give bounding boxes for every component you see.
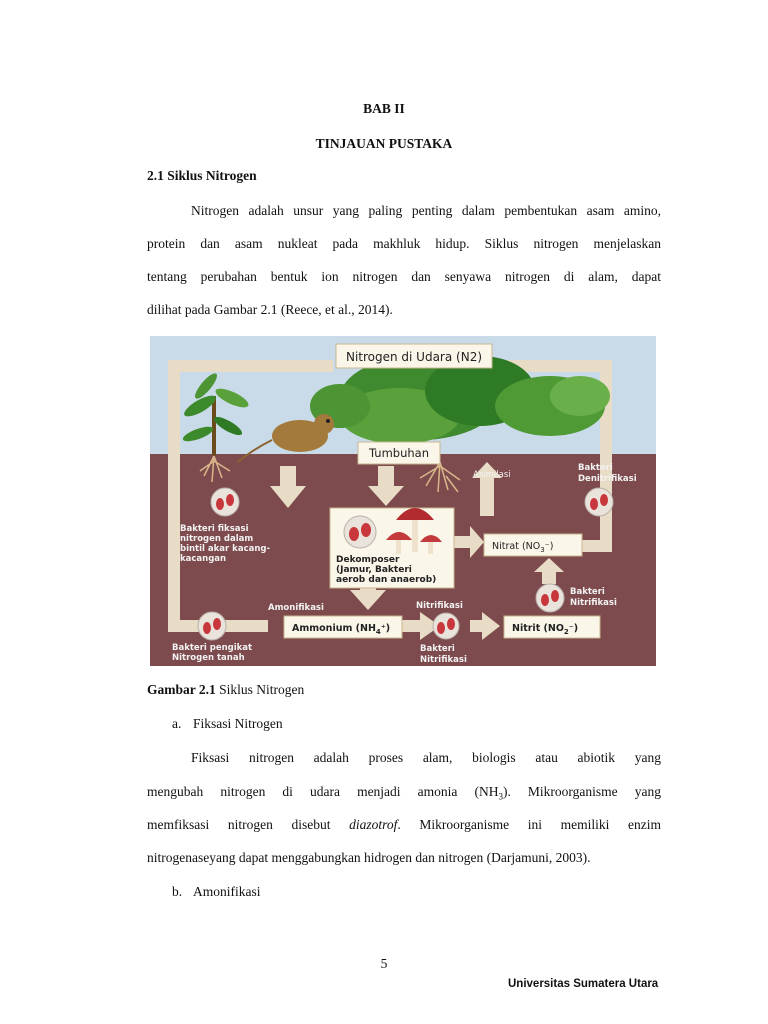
nitrifikasi-right-label-2: Nitrifikasi	[570, 598, 617, 608]
nitrifikasi-bottom-label-2: Nitrifikasi	[420, 655, 467, 665]
paragraph-1-line-2: protein dan asam nukleat pada makhluk hidup. Siklus nitrogen menjelaskan	[147, 236, 661, 251]
nitrogen-air-label: Nitrogen di Udara (N2)	[345, 350, 483, 364]
paragraph-1-line-3: tentang perubahan bentuk ion nitrogen dan senyawa nitrogen di alam, dapat	[147, 269, 661, 284]
paragraph-2-line-4: nitrogenaseyang dapat menggabungkan hidrogen dan nitrogen (Darjamuni, 2003).	[147, 850, 591, 865]
dekomposer-label-2: (Jamur, Bakteri	[336, 565, 412, 575]
nitrifikasi-bottom-label-1: Bakteri	[420, 644, 455, 654]
page-number: 5	[380, 956, 388, 971]
paragraph-2-line-2: mengubah nitrogen di udara menjadi amonia $(NH_3)$. Mikroorganisme yang	[147, 784, 662, 802]
chapter-title: TINJAUAN PUSTAKA	[315, 136, 453, 151]
list-marker-a: a.	[172, 716, 182, 731]
nitrat-label: Nitrat $(NO_3^-)$	[492, 541, 554, 554]
amonifikasi-label: Amonifikasi	[268, 603, 324, 613]
asimilasi-label: Asimilasi	[473, 470, 511, 480]
denitrifikasi-bacteria-icon	[585, 488, 613, 516]
list-item-b-title: Amonifikasi	[193, 884, 261, 899]
paragraph-2-line-1: Fiksasi nitrogen adalah proses alam, biologis atau abiotik yang	[191, 750, 661, 765]
nitrifikasi-right-bacteria-icon	[536, 584, 564, 612]
nitrifikasi-bottom-bacteria-icon	[433, 613, 459, 639]
pengikat-label-1: Bakteri pengikat	[172, 643, 253, 653]
list-marker-b: b.	[172, 884, 183, 899]
fiksasi-label-1: Bakteri fiksasi	[180, 524, 249, 534]
chapter-number: BAB II	[363, 101, 405, 116]
paragraph-2-line-3: memfiksasi nitrogen disebut diazotrof. Mikroorganisme ini memiliki enzim	[147, 817, 661, 832]
figure-caption: Gambar 2.1 Siklus Nitrogen	[147, 682, 305, 697]
pengikat-label-2: Nitrogen tanah	[172, 653, 245, 663]
dekomposer-bacteria-icon	[344, 516, 376, 548]
list-item-a-title: Fiksasi Nitrogen	[193, 716, 283, 731]
fiksasi-bacteria-icon	[211, 488, 239, 516]
denitrifikasi-label-1: Bakteri	[578, 463, 613, 473]
nitrifikasi-top-label: Nitrifikasi	[416, 601, 463, 611]
paragraph-1-line-1: Nitrogen adalah unsur yang paling penting dalam pembentukan asam amino,	[191, 203, 661, 218]
fiksasi-label-3: bintil akar kacang-	[180, 544, 271, 554]
denitrifikasi-label-2: Denitrifikasi	[578, 474, 637, 484]
dekomposer-label-3: aerob dan anaerob)	[336, 575, 437, 585]
pengikat-bacteria-icon	[198, 612, 226, 640]
nitrit-label: Nitrit $(NO_2^-)$	[512, 623, 579, 636]
tumbuhan-label: Tumbuhan	[369, 446, 429, 460]
fiksasi-label-2: nitrogen dalam	[180, 534, 254, 544]
university-footer: Universitas Sumatera Utara	[508, 978, 659, 990]
section-title: 2.1 Siklus Nitrogen	[147, 168, 257, 183]
paragraph-1-line-4: dilihat pada Gambar 2.1 (Reece, et al., 2014).	[147, 302, 393, 317]
nitrogen-cycle-diagram	[150, 336, 656, 666]
nitrifikasi-right-label-1: Bakteri	[570, 587, 605, 597]
ammonium-label: Ammonium $(NH_4^+)$	[292, 623, 391, 636]
dekomposer-label-1: Dekomposer	[336, 555, 400, 565]
fiksasi-label-4: kacangan	[180, 554, 227, 564]
